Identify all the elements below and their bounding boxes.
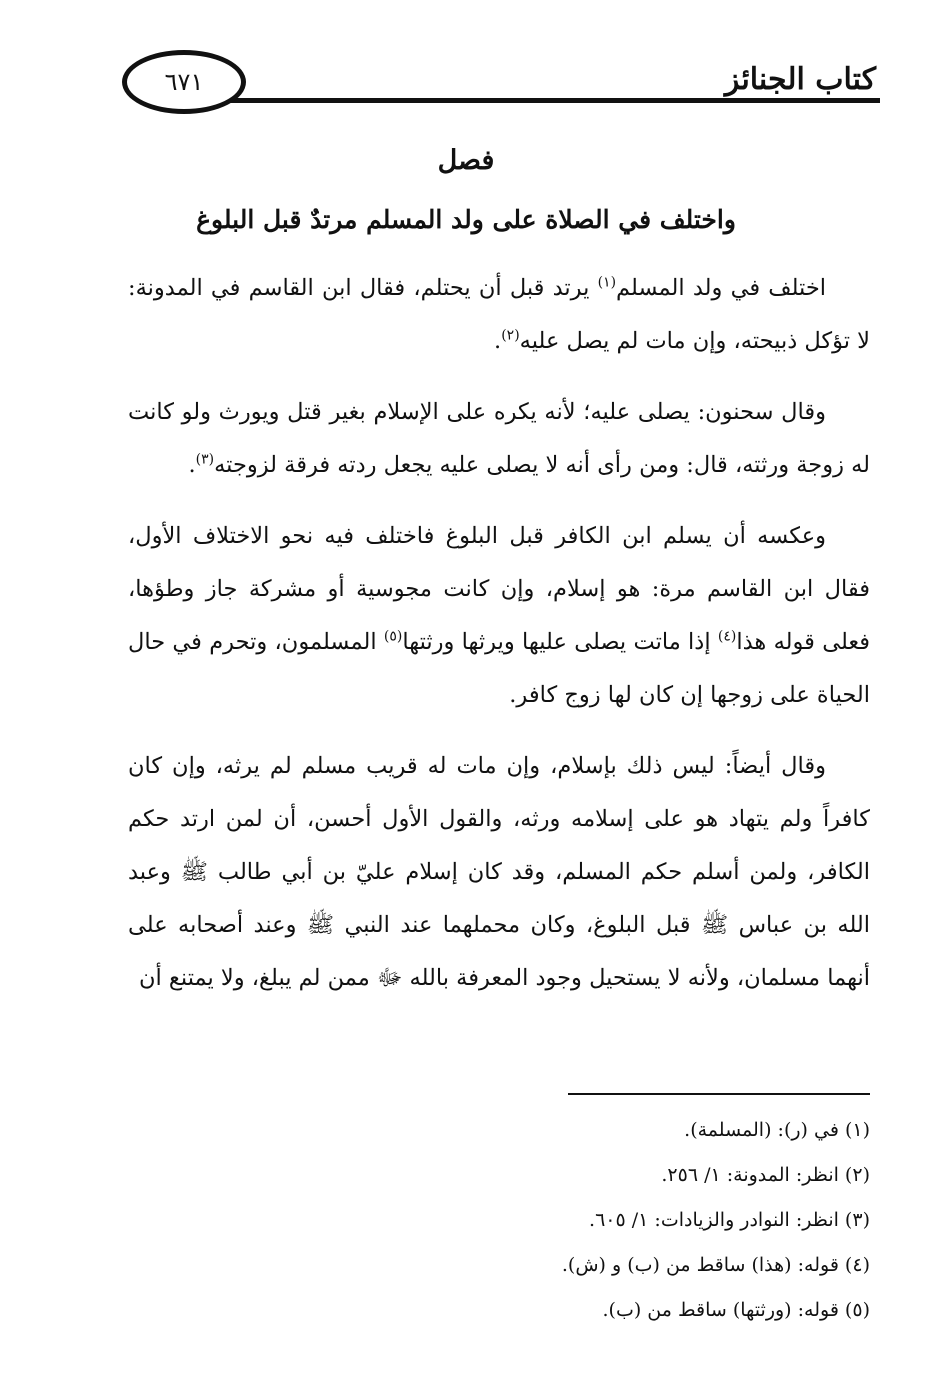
text-segment: . xyxy=(494,328,502,354)
text-segment: إذا ماتت يصلى عليها ويرثها ورثتها xyxy=(402,629,718,655)
footnotes xyxy=(170,1108,870,1333)
text-segment: وعكسه أن يسلم ابن الكافر قبل البلوغ فاختلف فيه نحو الاختلاف الأول، فقال ابن القاسم مرة: هو إسلام، وإن كانت مجوسية أو مشركة جاز وطؤها، فعلى قوله هذا xyxy=(128,523,871,655)
footnote-ref-3[interactable]: (٣) xyxy=(195,451,215,468)
section-title: فصل xyxy=(437,145,495,176)
text-segment: . xyxy=(188,452,196,478)
page-number-oval xyxy=(122,50,246,114)
footnote-5: (٥) قوله: (ورثتها) ساقط من (ب). xyxy=(602,1299,870,1321)
text-segment: وقال سحنون: يصلى عليه؛ لأنه يكره على الإسلام بغير قتل ويورث ولو كانت له زوجة ورثته، قال: ومن رأى أنه لا يصلى عليه يجعل ردته فرقة لزوجته xyxy=(128,399,870,478)
text-segment: اختلف في ولد المسلم xyxy=(616,275,826,301)
book-title: كتاب الجنائز xyxy=(724,62,876,97)
paragraph-1 xyxy=(128,262,870,368)
page-number: ٦٧١ xyxy=(164,68,204,96)
footnote-2: (٢) انظر: المدونة: ١/ ٢٥٦. xyxy=(661,1164,870,1186)
header-rule xyxy=(220,98,880,103)
page-header xyxy=(110,40,880,120)
footnote-ref-2[interactable]: (٢) xyxy=(501,327,520,344)
paragraph-3 xyxy=(128,510,870,722)
text-segment: وقال أيضاً: ليس ذلك بإسلام، وإن مات له قريب مسلم لم يرثه، وإن كان كافراً ولم يتهاد هو على إسلامه ورثه، والقول الأول أحسن، أن لمن ارتد حكم الكافر، ولمن أسلم حكم المسلم، وقد كان إسلام عليّ بن أبي طالب ﷺ وعبد الله بن عباس ﷺ قبل البلوغ، وكان محملهما عند النبي ﷺ وعند أصحابه على أنهما مسلمان، ولأنه لا يستحيل وجود المعرفة بالله ﷻ ممن لم يبلغ، ولا يمتنع أن xyxy=(128,753,870,991)
footnote-3: (٣) انظر: النوادر والزيادات: ١/ ٦٠٥. xyxy=(589,1209,870,1231)
text-segment: يرتد قبل أن يحتلم، فقال ابن القاسم في المدونة: لا تؤكل ذبيحته، وإن مات لم يصل عليه xyxy=(128,275,870,354)
text-segment: المسلمون، وتحرم في حال الحياة على زوجها إن كان لها زوج كافر. xyxy=(128,629,870,708)
footnote-ref-1[interactable]: (١) xyxy=(597,274,617,291)
paragraph-4 xyxy=(128,740,870,1005)
paragraph-2 xyxy=(128,386,870,492)
footnote-ref-4[interactable]: (٤) xyxy=(717,628,737,645)
footnote-1: (١) في (ر): (المسلمة). xyxy=(684,1119,870,1141)
footnote-separator xyxy=(568,1093,870,1095)
section-heading: واختلف في الصلاة على ولد المسلم مرتدٌ قبل البلوغ xyxy=(196,205,736,234)
footnote-ref-5[interactable]: (٥) xyxy=(383,628,403,645)
body-text xyxy=(128,262,870,1023)
footnote-4: (٤) قوله: (هذا) ساقط من (ب) و (ش). xyxy=(561,1254,870,1276)
